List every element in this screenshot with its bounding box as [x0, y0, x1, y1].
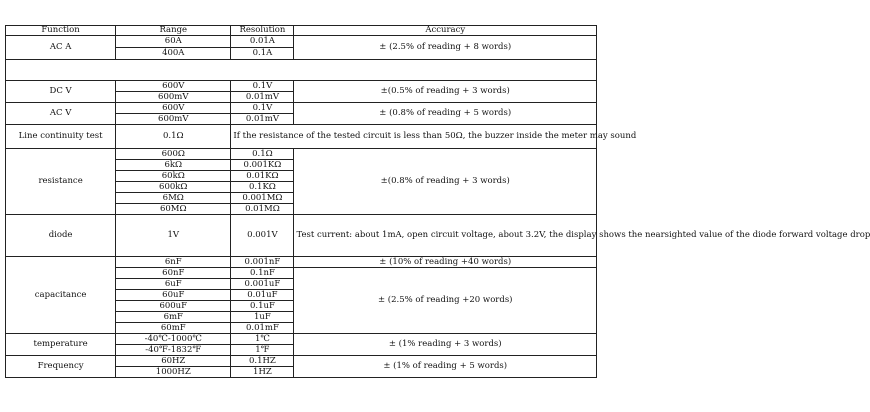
capacitance-resolution-6: 1uF: [231, 312, 294, 323]
resistance-range-1: 600Ω: [116, 149, 231, 160]
temperature-resolution-1: 1℃: [231, 334, 294, 345]
capacitance-range-5: 600uF: [116, 301, 231, 312]
capacitance-range-3: 6uF: [116, 279, 231, 290]
dc-v-range-1: 600V: [116, 81, 231, 92]
ac-a-resolution-1: 0.01A: [231, 36, 294, 48]
spacer-row: [6, 60, 597, 81]
diode-resolution: 0.001V: [231, 215, 294, 257]
capacitance-range-1: 6nF: [116, 257, 231, 268]
capacitance-accuracy-rest: ± (2.5% of reading +20 words): [294, 268, 597, 334]
table-row: [6, 81, 597, 92]
temperature-range-1: -40℃-1000℃: [116, 334, 231, 345]
header-accuracy: Accuracy: [294, 26, 597, 36]
header-range: Range: [116, 26, 231, 36]
capacitance-range-6: 6mF: [116, 312, 231, 323]
resistance-resolution-1: 0.1Ω: [231, 149, 294, 160]
resistance-range-4: 600kΩ: [116, 182, 231, 193]
resistance-resolution-3: 0.01KΩ: [231, 171, 294, 182]
resistance-resolution-6: 0.01MΩ: [231, 204, 294, 215]
resistance-resolution-4: 0.1KΩ: [231, 182, 294, 193]
temperature-accuracy: ± (1% reading + 3 words): [294, 334, 597, 356]
ac-v-range-2: 600mV: [116, 114, 231, 125]
resistance-resolution-5: 0.001MΩ: [231, 193, 294, 204]
ac-a-range-2: 400A: [116, 48, 231, 60]
table-row: [6, 334, 597, 345]
table-row: [6, 36, 597, 48]
frequency-range-1: 60HZ: [116, 356, 231, 367]
table-row: [6, 125, 597, 149]
capacitance-range-4: 60uF: [116, 290, 231, 301]
header-function: Function: [6, 26, 116, 36]
capacitance-range-7: 60mF: [116, 323, 231, 334]
resistance-range-3: 60kΩ: [116, 171, 231, 182]
frequency-function: Frequency: [6, 356, 116, 378]
capacitance-resolution-1: 0.001nF: [231, 257, 294, 268]
resistance-range-2: 6kΩ: [116, 160, 231, 171]
diode-range: 1V: [116, 215, 231, 257]
capacitance-accuracy-first: ± (10% of reading +40 words): [294, 257, 597, 268]
capacitance-resolution-2: 0.1nF: [231, 268, 294, 279]
resistance-range-5: 6MΩ: [116, 193, 231, 204]
specification-table: [5, 25, 870, 378]
ac-v-function: AC V: [6, 103, 116, 125]
frequency-resolution-2: 1HZ: [231, 367, 294, 378]
ac-a-resolution-2: 0.1A: [231, 48, 294, 60]
dc-v-resolution-1: 0.1V: [231, 81, 294, 92]
ac-v-resolution-2: 0.01mV: [231, 114, 294, 125]
temperature-resolution-2: 1℉: [231, 345, 294, 356]
capacitance-resolution-5: 0.1uF: [231, 301, 294, 312]
ac-a-function: AC A: [6, 36, 116, 60]
capacitance-resolution-4: 0.01uF: [231, 290, 294, 301]
resistance-accuracy: ±(0.8% of reading + 3 words): [294, 149, 597, 215]
resistance-range-6: 60MΩ: [116, 204, 231, 215]
spacer-cell: [6, 60, 597, 81]
continuity-range: 0.1Ω: [116, 125, 231, 149]
spec-sheet: [5, 25, 870, 378]
ac-a-range-1: 60A: [116, 36, 231, 48]
table-row: [6, 149, 597, 160]
continuity-function: Line continuity test: [6, 125, 116, 149]
dc-v-resolution-2: 0.01mV: [231, 92, 294, 103]
continuity-description: If the resistance of the tested circuit is less than 50Ω, the buzzer inside the meter may sound: [231, 125, 597, 149]
temperature-function: temperature: [6, 334, 116, 356]
diode-function: diode: [6, 215, 116, 257]
header-row: [6, 26, 597, 36]
frequency-range-2: 1000HZ: [116, 367, 231, 378]
frequency-resolution-1: 0.1HZ: [231, 356, 294, 367]
capacitance-resolution-3: 0.001uF: [231, 279, 294, 290]
dc-v-function: DC V: [6, 81, 116, 103]
ac-a-accuracy: ± (2.5% of reading + 8 words): [294, 36, 597, 60]
capacitance-function: capacitance: [6, 257, 116, 334]
dc-v-range-2: 600mV: [116, 92, 231, 103]
resistance-resolution-2: 0.001KΩ: [231, 160, 294, 171]
temperature-range-2: -40℉-1832℉: [116, 345, 231, 356]
ac-v-resolution-1: 0.1V: [231, 103, 294, 114]
capacitance-resolution-7: 0.01mF: [231, 323, 294, 334]
diode-description: Test current: about 1mA, open circuit voltage, about 3.2V, the display shows the nearsighted value of the diode forward voltage drop: [294, 215, 597, 257]
table-row: [6, 103, 597, 114]
ac-v-accuracy: ± (0.8% of reading + 5 words): [294, 103, 597, 125]
table-row: [6, 356, 597, 367]
table-row: [6, 215, 597, 257]
capacitance-range-2: 60nF: [116, 268, 231, 279]
ac-v-range-1: 600V: [116, 103, 231, 114]
frequency-accuracy: ± (1% of reading + 5 words): [294, 356, 597, 378]
dc-v-accuracy: ±(0.5% of reading + 3 words): [294, 81, 597, 103]
resistance-function: resistance: [6, 149, 116, 215]
table-row: [6, 257, 597, 268]
header-resolution: Resolution: [231, 26, 294, 36]
